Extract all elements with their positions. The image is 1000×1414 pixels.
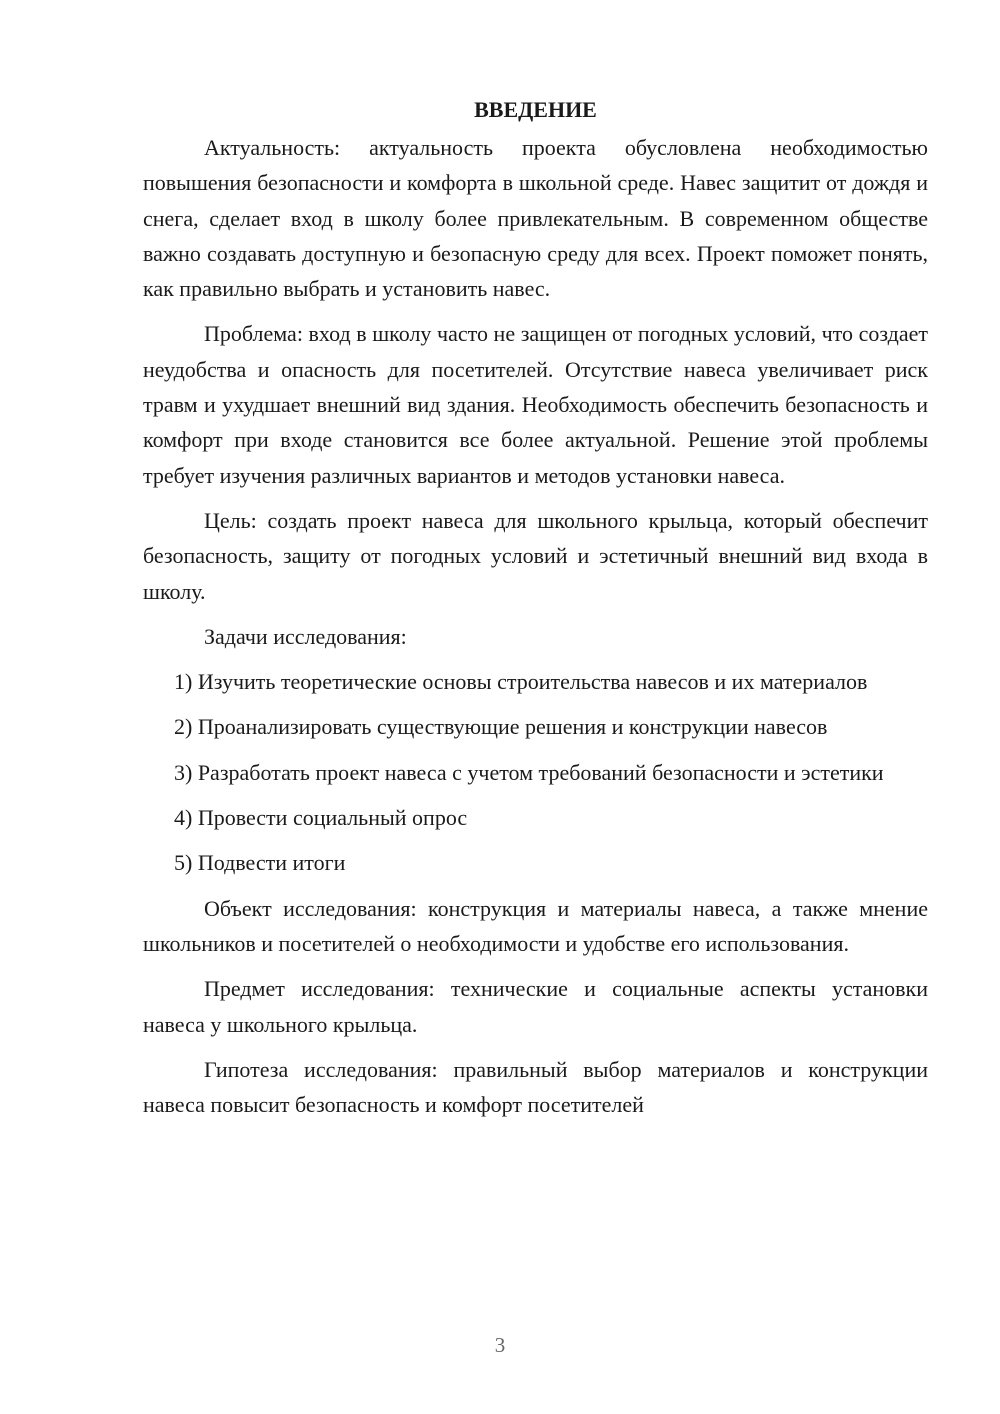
task-item: 3) Разработать проект навеса с учетом требований безопасности и эстетики: [174, 759, 884, 785]
document-page: [143, 92, 928, 1132]
task-item: 2) Проанализировать существующие решения и конструкции навесов: [174, 714, 828, 740]
subject-paragraph: Предмет исследования: технические и социальные аспекты установки навеса у школьного крыльца.: [143, 976, 928, 1037]
task-item: 1) Изучить теоретические основы строительства навесов и их материалов: [174, 669, 868, 695]
object-paragraph: Объект исследования: конструкция и материалы навеса, а также мнение школьников и посетителей о необходимости и удобстве его использования.: [143, 895, 928, 956]
section-heading: ВВЕДЕНИЕ: [474, 97, 597, 122]
tasks-title: Задачи исследования:: [204, 623, 407, 649]
task-item: 4) Провести социальный опрос: [174, 805, 468, 831]
relevance-paragraph: Актуальность: актуальность проекта обусловлена необходимостью повышения безопасности и комфорта в школьной среде. Навес защитит от дождя и снега, сделает вход в школу более привлекательным. В современном обществе важно создавать доступную и безопасную среду для всех. Проект поможет понять, как правильно выбрать и установить навес.: [143, 135, 928, 302]
problem-paragraph: Проблема: вход в школу часто не защищен от погодных условий, что создает неудобства и опасность для посетителей. Отсутствие навеса увеличивает риск травм и ухудшает внешний вид здания. Необходимость обеспечить безопасность и комфорт при входе становится все более актуальной. Решение этой проблемы требует изучения различных вариантов и методов установки навеса.: [143, 321, 928, 488]
hypothesis-paragraph: Гипотеза исследования: правильный выбор материалов и конструкции навеса повысит безопасность и комфорт посетителей: [143, 1056, 928, 1118]
task-item: 5) Подвести итоги: [174, 850, 346, 876]
goal-paragraph: Цель: создать проект навеса для школьного крыльца, который обеспечит безопасность, защиту от погодных условий и эстетичный внешний вид входа в школу.: [143, 507, 928, 604]
page-number: 3: [494, 1333, 506, 1357]
